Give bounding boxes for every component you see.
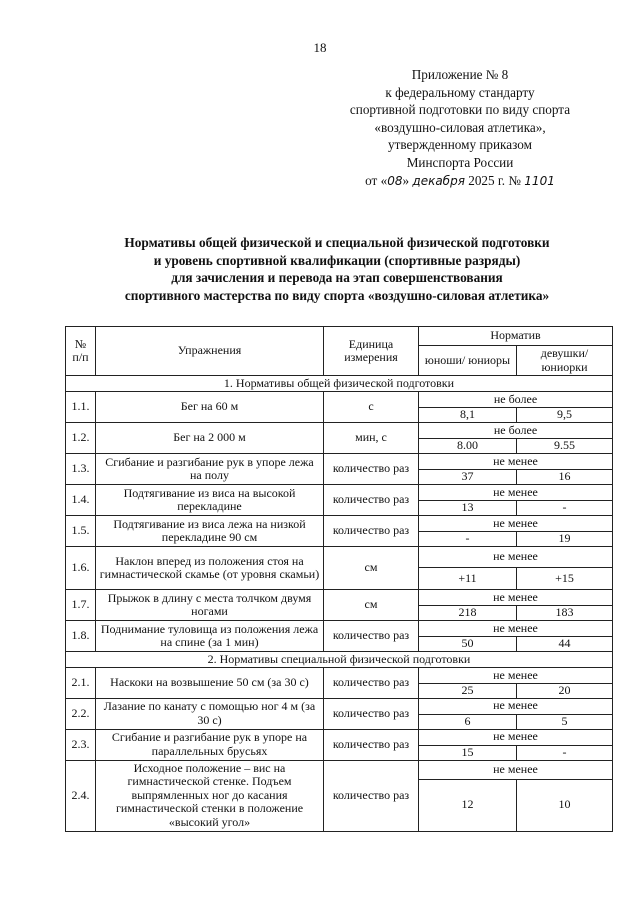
row-number: 1.8.	[66, 621, 96, 652]
girls-value: 183	[517, 606, 613, 621]
row-number: 2.4.	[66, 760, 96, 831]
title-line: Нормативы общей физической и специальной физической подготовки	[124, 235, 550, 250]
boys-value: 8,1	[419, 408, 517, 423]
boys-value: 50	[419, 637, 517, 652]
appendix-line: к федеральному стандарту	[385, 84, 535, 100]
row-number: 1.3.	[66, 454, 96, 485]
norm-condition: не менее	[419, 760, 613, 779]
exercise-name: Сгибание и разгибание рук в упоре на параллельных брусьях	[96, 729, 324, 760]
table-row	[66, 485, 613, 501]
row-number: 2.1.	[66, 668, 96, 699]
row-number: 1.4.	[66, 485, 96, 516]
norm-condition: не менее	[419, 668, 613, 684]
row-number: 1.1.	[66, 392, 96, 423]
appendix-line: Приложение № 8	[411, 67, 509, 82]
boys-value: 12	[419, 779, 517, 831]
norm-condition: не менее	[419, 698, 613, 714]
girls-value: +15	[517, 568, 613, 590]
appendix-line: утвержденному приказом	[388, 137, 532, 153]
girls-value: 20	[517, 684, 613, 699]
girls-value: -	[517, 501, 613, 516]
boys-value: +11	[419, 568, 517, 590]
table-row	[66, 516, 613, 532]
norm-condition: не менее	[419, 621, 613, 637]
section-title: 1. Нормативы общей физической подготовки	[66, 376, 613, 392]
appendix-line: «воздушно-силовая атлетика»,	[374, 119, 546, 135]
table-row	[66, 590, 613, 606]
unit: количество раз	[324, 729, 419, 760]
boys-value: 15	[419, 745, 517, 760]
unit: количество раз	[324, 516, 419, 547]
boys-value: -	[419, 532, 517, 547]
unit: количество раз	[324, 485, 419, 516]
handwritten-day: 08	[387, 173, 403, 188]
girls-value: -	[517, 745, 613, 760]
unit: мин, с	[324, 423, 419, 454]
row-number: 2.2.	[66, 698, 96, 729]
table-row	[66, 760, 613, 779]
girls-value: 9,5	[517, 408, 613, 423]
table-row	[66, 547, 613, 568]
row-number: 1.5.	[66, 516, 96, 547]
exercise-name: Бег на 60 м	[96, 392, 324, 423]
handwritten-month: декабря	[412, 173, 465, 188]
table-row	[66, 454, 613, 470]
unit: количество раз	[324, 668, 419, 699]
girls-value: 10	[517, 779, 613, 831]
title-line: спортивного мастерства по виду спорта «воздушно-силовая атлетика»	[124, 287, 550, 303]
appendix-header	[330, 66, 590, 190]
year-text: 2025 г. №	[468, 172, 521, 188]
unit: количество раз	[324, 454, 419, 485]
unit: см	[324, 547, 419, 590]
date-mid: »	[402, 172, 410, 188]
exercise-name: Бег на 2 000 м	[96, 423, 324, 454]
norm-condition: не менее	[419, 485, 613, 501]
title-line: для зачисления и перевода на этап совершенствования	[171, 270, 503, 286]
unit: с	[324, 392, 419, 423]
header-norm: Норматив	[419, 327, 613, 346]
section-title: 2. Нормативы специальной физической подготовки	[66, 652, 613, 668]
girls-value: 5	[517, 714, 613, 729]
row-number: 2.3.	[66, 729, 96, 760]
document-title	[60, 234, 614, 304]
exercise-name: Подтягивание из виса лежа на низкой перекладине 90 см	[96, 516, 324, 547]
appendix-line: спортивной подготовки по виду спорта	[349, 102, 571, 118]
unit: количество раз	[324, 698, 419, 729]
handwritten-number: 1101	[524, 173, 555, 188]
table-row	[66, 423, 613, 439]
date-prefix: от «	[365, 172, 388, 188]
girls-value: 19	[517, 532, 613, 547]
boys-value: 37	[419, 470, 517, 485]
exercise-name: Поднимание туловища из положения лежа на спине (за 1 мин)	[96, 621, 324, 652]
exercise-name: Наскоки на возвышение 50 см (за 30 с)	[96, 668, 324, 699]
table-row	[66, 698, 613, 714]
boys-value: 25	[419, 684, 517, 699]
exercise-name: Прыжок в длину с места толчком двумя ногами	[96, 590, 324, 621]
boys-value: 13	[419, 501, 517, 516]
page-number: 18	[313, 40, 327, 55]
row-number: 1.7.	[66, 590, 96, 621]
girls-value: 9.55	[517, 439, 613, 454]
header-boys: юноши/ юниоры	[419, 346, 517, 376]
exercise-name: Наклон вперед из положения стоя на гимнастической скамье (от уровня скамьи)	[96, 547, 324, 590]
title-line: и уровень спортивной квалификации (спортивные разряды)	[153, 252, 521, 268]
table-row	[66, 392, 613, 408]
norm-condition: не более	[419, 423, 613, 439]
row-number: 1.2.	[66, 423, 96, 454]
table-row	[66, 729, 613, 745]
table-row	[66, 621, 613, 637]
unit: количество раз	[324, 760, 419, 831]
table-row	[66, 668, 613, 684]
exercise-name: Лазание по канату с помощью ног 4 м (за 30 с)	[96, 698, 324, 729]
header-exercise: Упражнения	[96, 327, 324, 376]
unit: количество раз	[324, 621, 419, 652]
boys-value: 8.00	[419, 439, 517, 454]
norm-condition: не менее	[419, 729, 613, 745]
norm-condition: не более	[419, 392, 613, 408]
norm-condition: не менее	[419, 516, 613, 532]
norm-condition: не менее	[419, 547, 613, 568]
exercise-name: Сгибание и разгибание рук в упоре лежа на полу	[96, 454, 324, 485]
exercise-name: Исходное положение – вис на гимнастической стенке. Подъем выпрямленных ног до касания гимнастической стенки в положение «высокий угол»	[96, 760, 324, 831]
norm-condition: не менее	[419, 590, 613, 606]
appendix-line: Минспорта России	[406, 154, 514, 170]
norm-condition: не менее	[419, 454, 613, 470]
order-date-line	[330, 172, 590, 191]
row-number: 1.6.	[66, 547, 96, 590]
boys-value: 218	[419, 606, 517, 621]
girls-value: 16	[517, 470, 613, 485]
header-num: № п/п	[66, 327, 96, 376]
header-unit: Единица измерения	[324, 327, 419, 376]
unit: см	[324, 590, 419, 621]
girls-value: 44	[517, 637, 613, 652]
norms-table	[65, 326, 613, 832]
header-girls: девушки/ юниорки	[517, 346, 613, 376]
exercise-name: Подтягивание из виса на высокой перекладине	[96, 485, 324, 516]
boys-value: 6	[419, 714, 517, 729]
